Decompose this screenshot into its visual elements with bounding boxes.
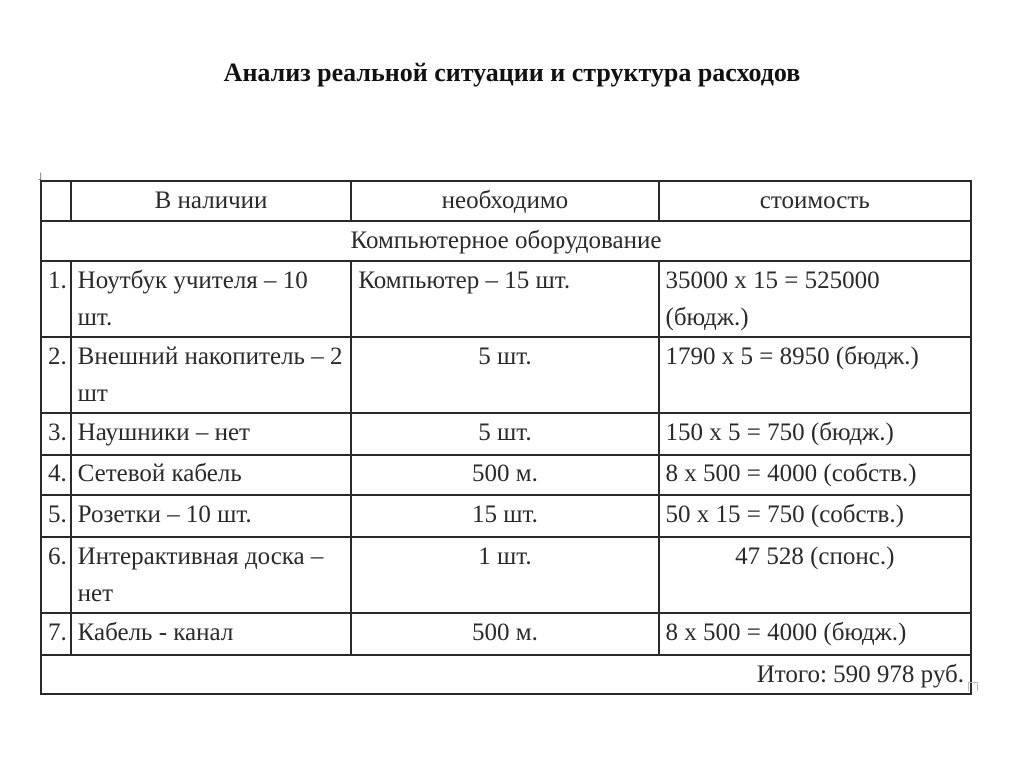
- header-have: В наличии: [71, 181, 352, 221]
- header-need: необходимо: [351, 181, 658, 221]
- table-row: [41, 413, 971, 455]
- section-title: Компьютерное оборудование: [41, 221, 971, 261]
- row-need: 500 м.: [351, 613, 658, 655]
- section-row: [41, 221, 971, 261]
- corner-mark-bottom-right: [968, 682, 978, 691]
- table-header-row: [41, 181, 971, 221]
- corner-mark: ˩: [38, 172, 42, 183]
- row-num: 4.: [41, 455, 71, 495]
- row-have: Ноутбук учителя – 10 шт.: [71, 261, 352, 337]
- row-need: 1 шт.: [351, 537, 658, 613]
- table-row: [41, 261, 971, 337]
- table-row: [41, 613, 971, 655]
- row-need: 15 шт.: [351, 495, 658, 537]
- row-cost: 8 х 500 = 4000 (бюдж.): [659, 613, 971, 655]
- total-value: Итого: 590 978 руб.: [41, 655, 971, 694]
- row-cost: 8 х 500 = 4000 (собств.): [659, 455, 971, 495]
- row-num: 2.: [41, 337, 71, 413]
- row-need: 500 м.: [351, 455, 658, 495]
- row-need: 5 шт.: [351, 413, 658, 455]
- total-row: [41, 655, 971, 694]
- row-num: 7.: [41, 613, 71, 655]
- row-need: 5 шт.: [351, 337, 658, 413]
- header-cost: стоимость: [659, 181, 971, 221]
- row-have: Внешний накопитель – 2 шт: [71, 337, 352, 413]
- header-num: [41, 181, 71, 221]
- row-num: 3.: [41, 413, 71, 455]
- row-num: 5.: [41, 495, 71, 537]
- row-have: Наушники – нет: [71, 413, 352, 455]
- row-cost: 47 528 (спонс.): [659, 537, 971, 613]
- cost-table-container: [40, 180, 972, 695]
- row-cost: 35000 х 15 = 525000 (бюдж.): [659, 261, 971, 337]
- row-num: 6.: [41, 537, 71, 613]
- row-have: Кабель - канал: [71, 613, 352, 655]
- row-cost: 1790 х 5 = 8950 (бюдж.): [659, 337, 971, 413]
- row-cost: 150 х 5 = 750 (бюдж.): [659, 413, 971, 455]
- table-row: [41, 537, 971, 613]
- row-cost: 50 х 15 = 750 (собств.): [659, 495, 971, 537]
- table-row: [41, 337, 971, 413]
- slide-title: Анализ реальной ситуации и структура расходов: [223, 58, 801, 87]
- cost-table: [40, 180, 972, 695]
- table-row: [41, 495, 971, 537]
- row-num: 1.: [41, 261, 71, 337]
- table-row: [41, 455, 971, 495]
- row-have: Розетки – 10 шт.: [71, 495, 352, 537]
- row-need: Компьютер – 15 шт.: [351, 261, 658, 337]
- row-have: Сетевой кабель: [71, 455, 352, 495]
- row-have: Интерактивная доска – нет: [71, 537, 352, 613]
